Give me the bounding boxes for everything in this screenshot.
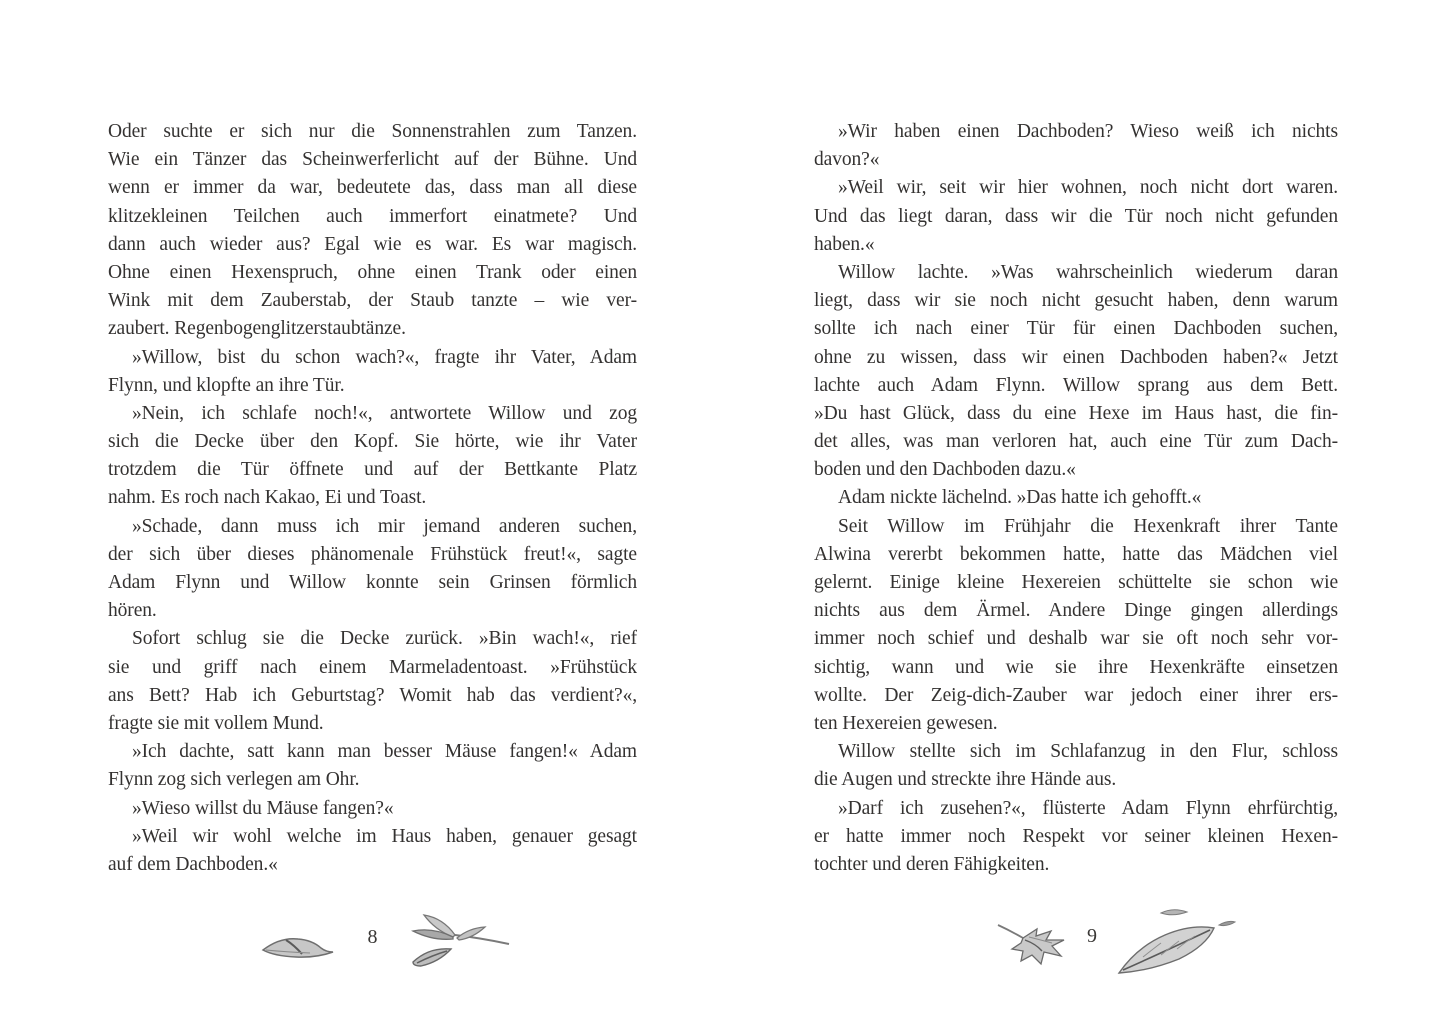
text-line: »Du hast Glück, dass du eine Hexe im Haus hast, die fin-: [814, 402, 1338, 424]
text-line: dann auch wieder aus? Egal wie es war. Es war magisch.: [108, 233, 637, 255]
text-line: Alwina vererbt bekommen hatte, hatte das Mädchen viel: [814, 543, 1338, 565]
text-line: wenn er immer da war, bedeutete das, dass man all diese: [108, 177, 637, 199]
text-line: »Willow, bist du schon wach?«, fragte ihr Vater, Adam: [132, 346, 637, 368]
text-line: sichtig, wann und wie sie ihre Hexenkräfte einsetzen: [814, 656, 1338, 678]
text-line: der sich über dieses phänomenale Frühstück freut!«, sagte: [108, 543, 637, 565]
text-line: Und das liegt daran, dass wir die Tür noch nicht gefunden: [814, 205, 1338, 227]
page-right-footer: [814, 905, 1338, 990]
text-line: ohne zu wissen, dass wir einen Dachboden haben?« Jetzt: [814, 346, 1338, 368]
text-line: boden und den Dachboden dazu.«: [814, 459, 1076, 481]
text-line: Sofort schlug sie die Decke zurück. »Bin wach!«, rief: [132, 628, 637, 650]
page-left-footer: [108, 908, 637, 988]
page-left-text: [108, 118, 637, 879]
text-line: »Weil wir wohl welche im Haus haben, genauer gesagt: [132, 825, 637, 847]
page-right-text: [814, 118, 1338, 879]
text-line: die Augen und streckte ihre Hände aus.: [814, 769, 1117, 791]
text-line: Wie ein Tänzer das Scheinwerferlicht auf der Bühne. Und: [108, 149, 637, 171]
text-line: immer noch schief und deshalb war sie oft noch sehr vor-: [814, 628, 1338, 650]
text-line: Ohne einen Hexenspruch, ohne einen Trank oder einen: [108, 261, 637, 283]
text-line: »Darf ich zusehen?«, flüsterte Adam Flynn ehrfürchtig,: [838, 797, 1338, 819]
text-line: det alles, was man verloren hat, auch eine Tür zum Dach-: [814, 431, 1338, 453]
text-line: Oder suchte er sich nur die Sonnenstrahlen zum Tanzen.: [108, 121, 637, 142]
text-line: Adam nickte lächelnd. »Das hatte ich gehofft.«: [838, 487, 1202, 509]
text-line: Flynn zog sich verlegen am Ohr.: [108, 769, 360, 791]
text-line: »Schade, dann muss ich mir jemand anderen suchen,: [132, 515, 637, 537]
text-line: lachte auch Adam Flynn. Willow sprang aus dem Bett.: [814, 374, 1338, 396]
text-line: gelernt. Einige kleine Hexereien schüttelte sie schon wie: [814, 572, 1338, 593]
text-line: zaubert. Regenbogenglitzerstaubtänze.: [108, 318, 406, 340]
text-line: fragte sie mit vollem Mund.: [108, 712, 324, 734]
page-number-right: 9: [1087, 925, 1097, 947]
text-line: klitzekleinen Teilchen auch immerfort einatmete? Und: [108, 205, 637, 227]
text-line: davon?«: [814, 149, 880, 171]
text-line: wollte. Der Zeig-dich-Zauber war jedoch einer ihrer ers-: [814, 684, 1338, 706]
text-line: Adam Flynn und Willow konnte sein Grinsen förmlich: [108, 572, 637, 593]
text-line: hören.: [108, 600, 157, 622]
text-line: Willow stellte sich im Schlafanzug in den Flur, schloss: [838, 741, 1338, 763]
text-line: »Wir haben einen Dachboden? Wieso weiß ich nichts: [838, 121, 1338, 142]
text-line: ans Bett? Hab ich Geburtstag? Womit hab das verdient?«,: [108, 684, 637, 706]
text-line: auf dem Dachboden.«: [108, 853, 278, 875]
text-line: »Wieso willst du Mäuse fangen?«: [132, 797, 394, 819]
text-line: haben.«: [814, 233, 875, 255]
text-line: Willow lachte. »Was wahrscheinlich wiederum daran: [838, 261, 1338, 283]
text-line: »Ich dachte, satt kann man besser Mäuse fangen!« Adam: [132, 741, 637, 763]
text-line: nichts aus dem Ärmel. Andere Dinge gingen allerdings: [814, 600, 1338, 622]
text-line: sie und griff nach einem Marmeladentoast. »Frühstück: [108, 656, 637, 678]
text-line: »Weil wir, seit wir hier wohnen, noch nicht dort waren.: [838, 177, 1338, 199]
text-line: tochter und deren Fähigkeiten.: [814, 853, 1050, 875]
text-line: sich die Decke über den Kopf. Sie hörte, wie ihr Vater: [108, 431, 637, 453]
text-line: nahm. Es roch nach Kakao, Ei und Toast.: [108, 487, 427, 509]
text-line: Seit Willow im Frühjahr die Hexenkraft ihrer Tante: [838, 515, 1338, 537]
text-line: »Nein, ich schlafe noch!«, antwortete Willow und zog: [132, 402, 637, 424]
text-line: sollte ich nach einer Tür für einen Dachboden suchen,: [814, 318, 1338, 340]
leaf-twig-icon: [393, 910, 513, 975]
feather-leaf-icon: [1109, 905, 1239, 980]
text-line: ten Hexereien gewesen.: [814, 712, 998, 734]
text-line: trotzdem die Tür öffnete und auf der Bettkante Platz: [108, 459, 637, 481]
text-line: Flynn, und klopfte an ihre Tür.: [108, 374, 345, 396]
text-line: er hatte immer noch Respekt vor seiner kleinen Hexen-: [814, 825, 1338, 847]
page-number-left: 8: [367, 926, 378, 948]
text-line: Wink mit dem Zauberstab, der Staub tanzte – wie ver-: [108, 290, 637, 312]
text-line: liegt, dass wir sie noch nicht gesucht haben, denn warum: [814, 290, 1338, 312]
